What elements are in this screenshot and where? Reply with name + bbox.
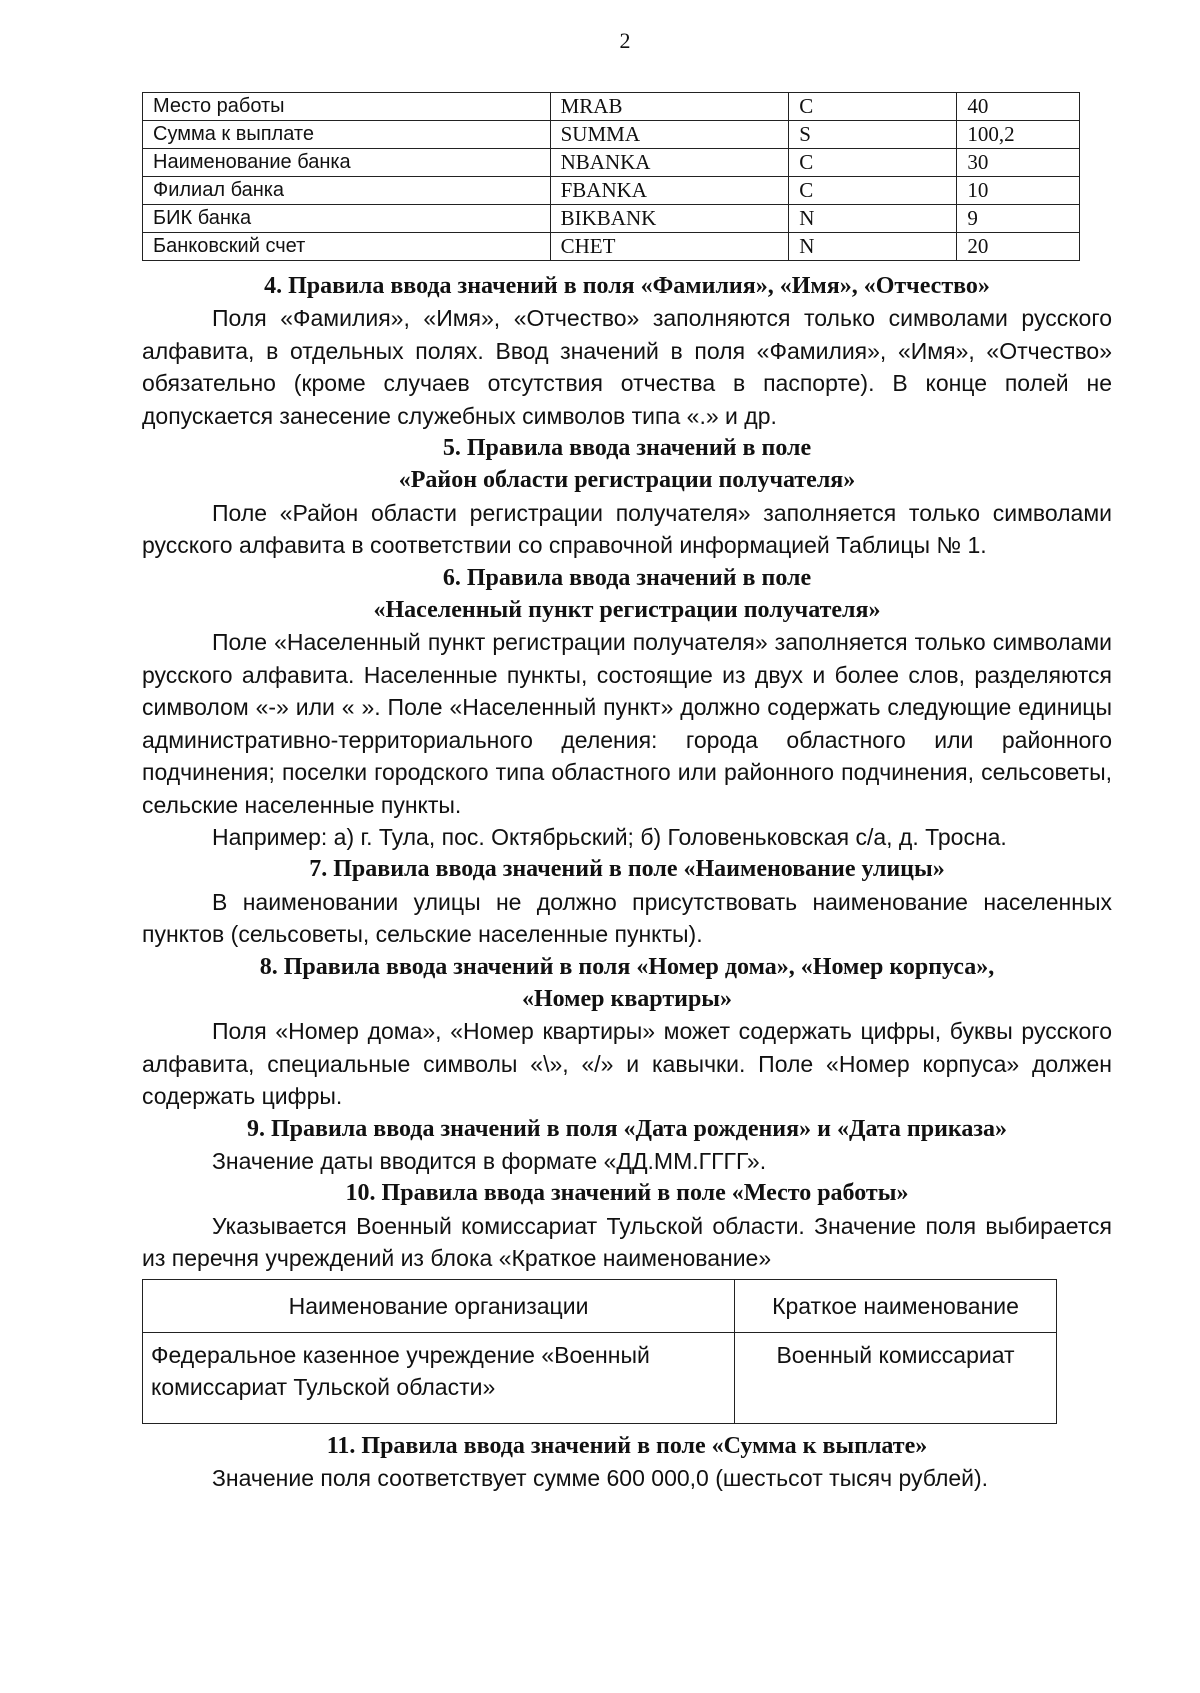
- section-paragraph: Поле «Район области регистрации получателя» заполняется только символами русского алфавита в соответствии со справочной информацией Таблицы № 1.: [142, 499, 1112, 559]
- table-row: [143, 177, 1080, 205]
- heading-line: 6. Правила ввода значений в поле: [442, 564, 812, 591]
- section-paragraph: Поля «Номер дома», «Номер квартиры» может содержать цифры, буквы русского алфавита, специальные символы «\», «/» и кавычки. Поле «Номер корпуса» должен содержать цифры.: [142, 1018, 1112, 1110]
- section-paragraph: Указывается Военный комиссариат Тульской области. Значение поля выбирается из перечня учреждений из блока «Краткое наименование»: [142, 1212, 1112, 1272]
- section-heading-4: 4. Правила ввода значений в поля «Фамилия», «Имя», «Отчество»: [264, 273, 990, 299]
- table-cell: CHET: [550, 233, 789, 261]
- table-cell: Банковский счет: [143, 233, 551, 261]
- page-number: 2: [619, 28, 631, 53]
- section-paragraph: Значение даты вводится в формате «ДД.ММ.ГГГГ».: [212, 1147, 767, 1174]
- section-heading-11: 11. Правила ввода значений в поле «Сумма к выплате»: [326, 1432, 928, 1459]
- table-header-row: [143, 1279, 1057, 1332]
- section-heading-8: [142, 951, 1112, 1016]
- table-row: [143, 233, 1080, 261]
- section-heading-9: 9. Правила ввода значений в поля «Дата рождения» и «Дата приказа»: [246, 1115, 1008, 1142]
- table-cell: N: [789, 233, 957, 261]
- table-cell: C: [789, 149, 957, 177]
- fields-table: [142, 92, 1080, 261]
- table-cell: 10: [957, 177, 1080, 205]
- section-paragraph: Поле «Населенный пункт регистрации получателя» заполняется только символами русского алфавита. Населенные пункты, состоящие из двух и более слов, разделяются символом «-» или « ». Поле «Населенный пункт» должно содержать следующие единицы административно-территориального деления: города областного или районного подчинения; поселки городского типа областного или районного подчинения, сельсоветы, сельские населенные пункты.: [142, 629, 1112, 818]
- table-cell: 9: [957, 205, 1080, 233]
- table-cell: S: [789, 121, 957, 149]
- section-paragraph: Значение поля соответствует сумме 600 000,0 (шестьсот тысяч рублей).: [212, 1465, 989, 1491]
- table-cell: Военный комиссариат: [735, 1332, 1057, 1423]
- table-row: [143, 205, 1080, 233]
- organization-table: [142, 1279, 1057, 1424]
- heading-line: 5. Правила ввода значений в поле: [442, 435, 812, 462]
- table-row: [143, 121, 1080, 149]
- table-row: [143, 93, 1080, 121]
- table-cell: Филиал банка: [143, 177, 551, 205]
- document-body: [142, 270, 1112, 1494]
- table-cell: 100,2: [957, 121, 1080, 149]
- section-paragraph: Например: а) г. Тула, пос. Октябрьский; б) Головеньковская с/а, д. Тросна.: [212, 823, 1007, 850]
- table-header-cell: Краткое наименование: [735, 1279, 1057, 1332]
- table-cell: 20: [957, 233, 1080, 261]
- table-cell: C: [789, 93, 957, 121]
- table-row: [143, 1332, 1057, 1423]
- section-heading-7: 7. Правила ввода значений в поле «Наименование улицы»: [309, 856, 945, 883]
- table-header-cell: Наименование организации: [143, 1279, 735, 1332]
- heading-line: «Номер квартиры»: [521, 985, 733, 1012]
- table-cell: Федеральное казенное учреждение «Военный комиссариат Тульской области»: [143, 1332, 735, 1423]
- section-paragraph: В наименовании улицы не должно присутствовать наименование населенных пунктов (сельсоветы, сельские населенные пункты).: [142, 888, 1112, 948]
- table-cell: MRAB: [550, 93, 789, 121]
- table-cell: C: [789, 177, 957, 205]
- section-heading-6: [142, 562, 1112, 627]
- heading-line: «Населенный пункт регистрации получателя»: [373, 597, 881, 624]
- heading-line: 8. Правила ввода значений в поля «Номер дома», «Номер корпуса»,: [259, 953, 995, 980]
- table-cell: БИК банка: [143, 205, 551, 233]
- table-cell: NBANKA: [550, 149, 789, 177]
- table-cell: Сумма к выплате: [143, 121, 551, 149]
- heading-line: «Район области регистрации получателя»: [398, 467, 856, 494]
- table-row: [143, 149, 1080, 177]
- table-cell: BIKBANK: [550, 205, 789, 233]
- table-cell: N: [789, 205, 957, 233]
- section-paragraph: Поля «Фамилия», «Имя», «Отчество» заполняются только символами русского алфавита, в отдельных полях. Ввод значений в поля «Фамилия», «Имя», «Отчество» обязательно (кроме случаев отсутствия отчества в паспорте). В конце полей не допускается занесение служебных символов типа «.» и др.: [142, 305, 1112, 429]
- table-cell: Наименование банка: [143, 149, 551, 177]
- table-cell: 30: [957, 149, 1080, 177]
- section-heading-5: [142, 432, 1112, 497]
- table-cell: Место работы: [143, 93, 551, 121]
- section-heading-10: 10. Правила ввода значений в поле «Место работы»: [345, 1180, 909, 1207]
- table-cell: 40: [957, 93, 1080, 121]
- table-cell: FBANKA: [550, 177, 789, 205]
- table-cell: SUMMA: [550, 121, 789, 149]
